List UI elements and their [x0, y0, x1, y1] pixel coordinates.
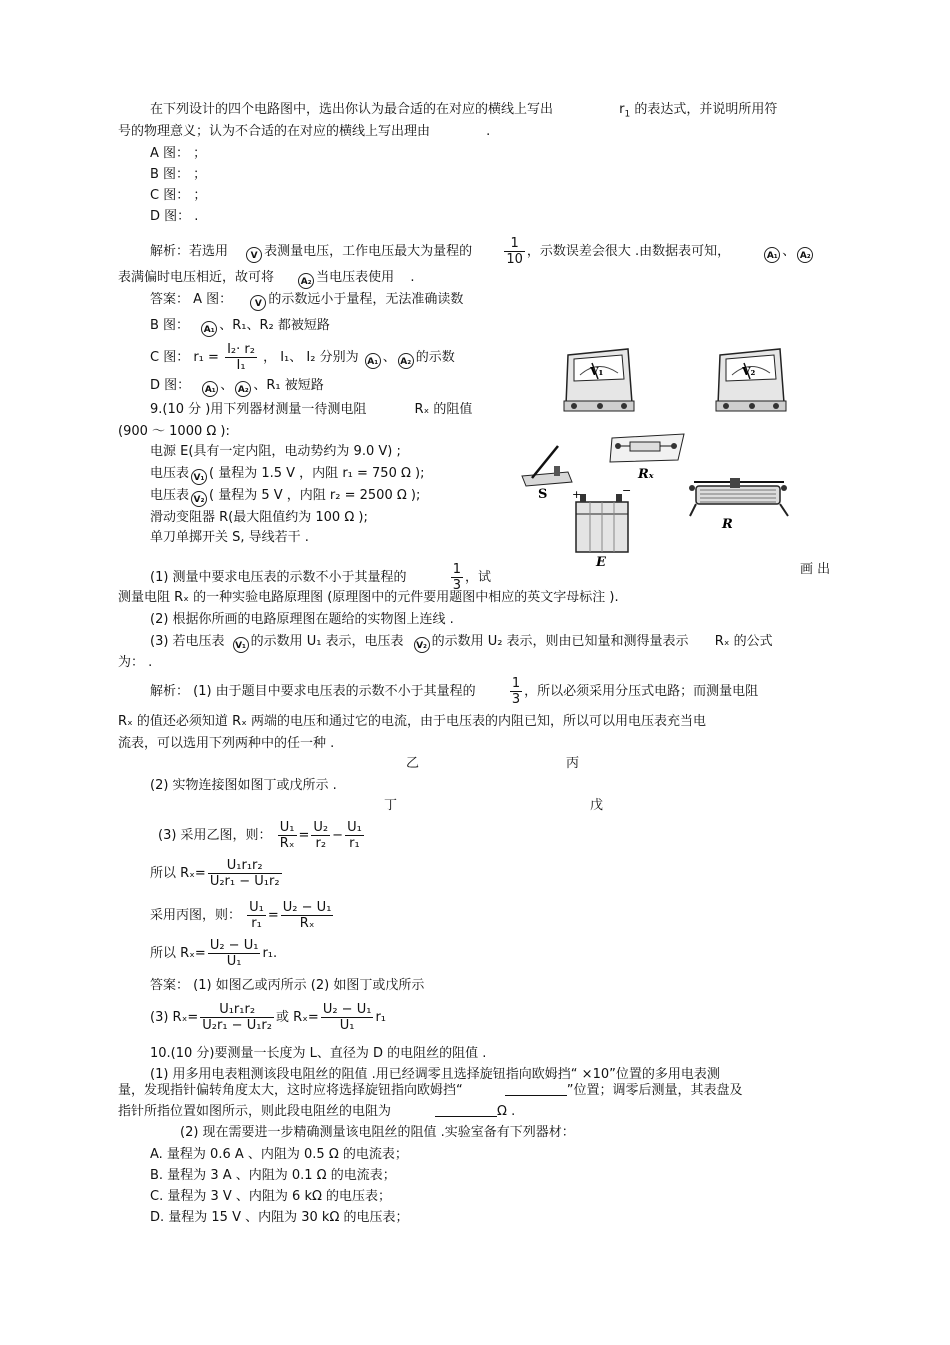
- text: 解析： (1) 由于题目中要求电压表的示数不小于其量程的: [150, 684, 476, 699]
- text: 答案： A 图：: [150, 292, 233, 307]
- p8-answer-c: C 图： r₁ = $\frac{\text{I₂· r₂}}{\text{I₁}}$ ， I₁、 I₂ 分别为 A₁ 、 A₂ 的示数: [150, 342, 455, 373]
- minus-label: −: [622, 488, 632, 497]
- fraction: $\frac{\text{U₁r₁r₂}}{\text{U₂r₁ − U₁r₂}}$: [202, 1002, 272, 1033]
- fraction: $\frac{1}{3}$: [452, 562, 461, 593]
- text: D 图：: [150, 378, 191, 393]
- p8-intro-line1: 在下列设计的四个电路图中，选出你认为最合适的在对应的横线上写出 $r_1$ 的表达式，并说明所用符: [150, 102, 778, 120]
- figure-label-yi: 乙: [406, 756, 420, 771]
- voltmeter-icon: V: [250, 295, 266, 311]
- p8-option-a: A 图： ；: [150, 146, 207, 161]
- v1-label: V₁: [590, 365, 604, 378]
- p9-sub1-line1: [150, 562, 491, 593]
- text: 量，发现指针偏转角度太大，这时应将选择旋钮指向欧姆挡“: [118, 1083, 463, 1098]
- p8-option-c: C 图： ；: [150, 188, 207, 203]
- voltmeter-v1-icon: V₁: [191, 469, 207, 485]
- text: ， I₁、 I₂ 分别为: [263, 350, 359, 365]
- rheostat-r-figure: [684, 476, 796, 536]
- text: 解析：若选用: [150, 244, 229, 259]
- rx-label: Rₓ: [638, 467, 654, 482]
- voltmeter-icon: V: [246, 247, 262, 263]
- v2-label: V₂: [742, 365, 756, 378]
- text: 电压表: [150, 488, 190, 503]
- text: 表测量电压，工作电压最大为量程的: [264, 244, 473, 259]
- p9-equip-v1: [150, 466, 425, 485]
- r-label: R: [722, 517, 733, 532]
- text: ( 量程为 5 V ，内阻 r₂ = 2500 Ω );: [209, 488, 421, 503]
- p9-equip-v2: [150, 488, 420, 507]
- p9-formula-bing: 采用丙图，则： $\frac{\text{U₁}}{\text{r₁}}$ = $\frac{\text{U₂ − U₁}}{\text{Rₓ}}$: [150, 900, 332, 931]
- p9-equip-rheostat: 滑动变阻器 R(最大阻值约为 100 Ω );: [150, 510, 368, 525]
- fraction: $\frac{\text{I₂· r₂}}{\text{I₁}}$: [227, 342, 255, 373]
- voltmeter-v1-icon: V₁: [233, 637, 249, 653]
- fraction: $\frac{\text{U₁r₁r₂}}{\text{U₂r₁ − U₁r₂}}$: [209, 858, 280, 889]
- text: .: [410, 270, 415, 285]
- fraction: $\frac{\text{U₂ − U₁}}{\text{U₁}}$: [209, 938, 259, 969]
- text: (3) 若电压表: [150, 634, 225, 649]
- p8-option-d: D 图： .: [150, 209, 199, 224]
- text: 或 Rₓ=: [275, 1010, 319, 1025]
- text: r: [619, 102, 625, 117]
- p10-item-d: D. 量程为 15 V 、内阻为 30 kΩ 的电压表；: [150, 1210, 409, 1225]
- text: B 图：: [150, 318, 190, 333]
- p10-sub1-line2: [118, 1083, 743, 1099]
- text: Rₓ 的公式: [714, 634, 773, 649]
- text: ( 量程为 1.5 V ，内阻 r₁ = 750 Ω );: [209, 466, 425, 481]
- p8-answer-b: [150, 318, 330, 337]
- p9-analysis-part2: (2) 实物连接图如图丁或戊所示 .: [150, 778, 337, 793]
- p9-answer-line2: [150, 1000, 386, 1036]
- text: 的示数用 U₂ 表示，则由已知量和测得量表示: [431, 634, 689, 649]
- p9-sub1-draw: 画 出: [800, 562, 831, 577]
- text: 所以 Rₓ=: [150, 946, 206, 961]
- fraction: $\frac{1}{3}$: [511, 676, 521, 707]
- fraction: $\frac{1}{10}$: [506, 236, 523, 267]
- battery-e-figure: [570, 488, 636, 570]
- p9-analysis-line1: [150, 676, 758, 707]
- p9-sub3-line1: [150, 634, 773, 653]
- p9-sub3-line2: 为： .: [118, 655, 153, 670]
- p8-option-b: B 图： ；: [150, 167, 207, 182]
- ammeter-a1-icon: A₁: [201, 321, 217, 337]
- text: 号的物理意义；认为不合适的在对应的横线上写出理由: [118, 124, 431, 139]
- fraction: $\frac{\text{U₁}}{\text{r₁}}$: [249, 900, 264, 931]
- p9-question-line1: [150, 402, 472, 418]
- p8-answer-a: [150, 292, 463, 311]
- p10-sub1-line3: [118, 1104, 515, 1120]
- p10-question: 10.(10 分)要测量一长度为 L、直径为 D 的电阻丝的阻值 .: [150, 1046, 487, 1061]
- text: 的示数用 U₁ 表示，电压表: [250, 634, 404, 649]
- p10-item-a: A. 量程为 0.6 A 、内阻为 0.5 Ω 的电流表；: [150, 1147, 408, 1162]
- text: 指针所指位置如图所示，则此段电阻丝的电阻为: [118, 1104, 392, 1119]
- p9-analysis-line3: 流表，可以选用下列两种中的任一种 .: [118, 736, 335, 751]
- p9-analysis-line2: Rₓ 的值还必须知道 Rₓ 两端的电压和通过它的电流，由于电压表的内阻已知，所以可以用电压表充当电: [118, 714, 707, 729]
- text: (1) 测量中要求电压表的示数不小于其量程的: [150, 570, 407, 585]
- p9-equip-source: 电源 E(具有一定内阻，电动势约为 9.0 V) ;: [150, 444, 401, 459]
- voltmeter-v2-icon: V₂: [414, 637, 430, 653]
- p10-item-b: B. 量程为 3 A 、内阻为 0.1 Ω 的电流表；: [150, 1168, 396, 1183]
- text: r₁: [375, 1010, 386, 1025]
- fraction: $\frac{\text{U₂ − U₁}}{\text{U₁}}$: [322, 1002, 372, 1033]
- p10-sub2: (2) 现在需要进一步精确测量该电阻丝的阻值 .实验室备有下列器材：: [180, 1125, 575, 1140]
- text: .: [486, 124, 491, 139]
- switch-label: S: [538, 487, 548, 500]
- answer-blank: [505, 1083, 567, 1096]
- fraction: $\frac{\text{U₂}}{\text{r₂}}$: [313, 820, 329, 851]
- text: r₁.: [262, 946, 278, 961]
- p9-sub2: (2) 根据你所画的电路原理图在题给的实物图上连线 .: [150, 612, 454, 627]
- text: 、R₁、R₂ 都被短路: [219, 318, 330, 333]
- p8-answer-d: D 图： A₁ 、 A₂ 、R₁ 被短路: [150, 378, 324, 395]
- text: 9.(10 分 )用下列器材测量一待测电阻: [150, 402, 367, 417]
- ammeter-a1-icon: A₁: [202, 381, 218, 397]
- text: 电压表: [150, 466, 190, 481]
- p9-answer-line1: 答案： (1) 如图乙或丙所示 (2) 如图丁或戊所示: [150, 978, 425, 993]
- text: 的表达式，并说明所用符: [634, 102, 778, 117]
- fraction: $\frac{\text{U₁}}{\text{Rₓ}}$: [279, 820, 295, 851]
- text: 采用丙图，则：: [150, 908, 242, 923]
- p10-item-c: C. 量程为 3 V 、内阻为 6 kΩ 的电压表；: [150, 1189, 392, 1204]
- answer-blank: [435, 1104, 497, 1117]
- plus-label: +: [572, 488, 582, 501]
- p9-formula-yi-result: [150, 856, 284, 892]
- text: 所以 Rₓ=: [150, 866, 206, 881]
- p8-intro-line2: [118, 124, 490, 140]
- figure-label-bing: 丙: [566, 756, 580, 771]
- text: 在下列设计的四个电路图中，选出你认为最合适的在对应的横线上写出: [150, 102, 554, 117]
- e-label: E: [596, 555, 606, 570]
- p9-sub1-line2: 测量电阻 Rₓ 的一种实验电路原理图 (原理图中的元件要用题图中相应的英文字母标注 ).: [118, 590, 619, 605]
- text: 的示数远小于量程，无法准确读数: [268, 292, 464, 307]
- text: ，示数误差会很大: [526, 244, 631, 259]
- switch-s-figure: [518, 438, 574, 500]
- p10-sub1-line1: (1) 用多用电表粗测该段电阻丝的阻值 .用已经调零且选择旋钮指向欧姆挡“ ×10”位置的多用电表测: [150, 1067, 720, 1082]
- ammeter-a2-icon: A₂: [398, 353, 414, 369]
- text: ”位置；调零后测量，其表盘及: [566, 1083, 743, 1098]
- voltmeter-v2-icon: V₂: [191, 491, 207, 507]
- ammeter-a1-icon: A₁: [365, 353, 381, 369]
- resistor-rx-figure: [608, 432, 686, 482]
- text: 表满偏时电压相近，故可将: [118, 270, 275, 285]
- text: C 图： r₁ =: [150, 350, 219, 365]
- ammeter-a2-icon: A₂: [235, 381, 251, 397]
- fraction: $\frac{\text{U₁}}{\text{r₁}}$: [347, 820, 362, 851]
- ammeter-a2-icon: A₂: [298, 273, 314, 289]
- figure-label-wu: 戊: [590, 798, 604, 813]
- ammeter-a1-icon: A₁: [764, 247, 780, 263]
- p9-formula-yi: (3) 采用乙图，则： $\frac{\text{U₁}}{\text{Rₓ}}$ = $\frac{\text{U₂}}{\text{r₂}}$ − $\frac{\text{U₁}}{\text{r₁}}$: [158, 820, 362, 851]
- text: .由数据表可知，: [635, 244, 731, 259]
- text: Rₓ 的阻值: [414, 402, 473, 417]
- text: 当电压表使用: [316, 270, 395, 285]
- voltmeter-v2-figure: [712, 345, 792, 417]
- p9-formula-bing-result: [150, 936, 277, 972]
- text: ，所以必须采用分压式电路；而测量电阻: [524, 684, 759, 699]
- p8-analysis-line2: [118, 270, 414, 289]
- text: ，试: [464, 570, 491, 585]
- text: 、R₁ 被短路: [253, 378, 324, 393]
- text: Ω .: [497, 1104, 516, 1119]
- p9-equip-switch: 单刀单掷开关 S, 导线若干 .: [150, 530, 309, 545]
- p9-question-line2: (900 ～ 1000 Ω ):: [118, 424, 230, 439]
- text: 的示数: [415, 350, 455, 365]
- fraction: $\frac{\text{U₂ − U₁}}{\text{Rₓ}}$: [282, 900, 332, 931]
- text: (3) 采用乙图，则：: [158, 828, 272, 843]
- text: (3) Rₓ=: [150, 1010, 199, 1025]
- p8-analysis-line1: 解析：若选用 V 表测量电压，工作电压最大为量程的 $\frac{1}{10}$ ，示数误差会很大 .由数据表可知， A₁ 、 A₂: [150, 236, 815, 267]
- ammeter-a2-icon: A₂: [797, 247, 813, 263]
- figure-label-ding: 丁: [384, 798, 398, 813]
- voltmeter-v1-figure: [560, 345, 640, 417]
